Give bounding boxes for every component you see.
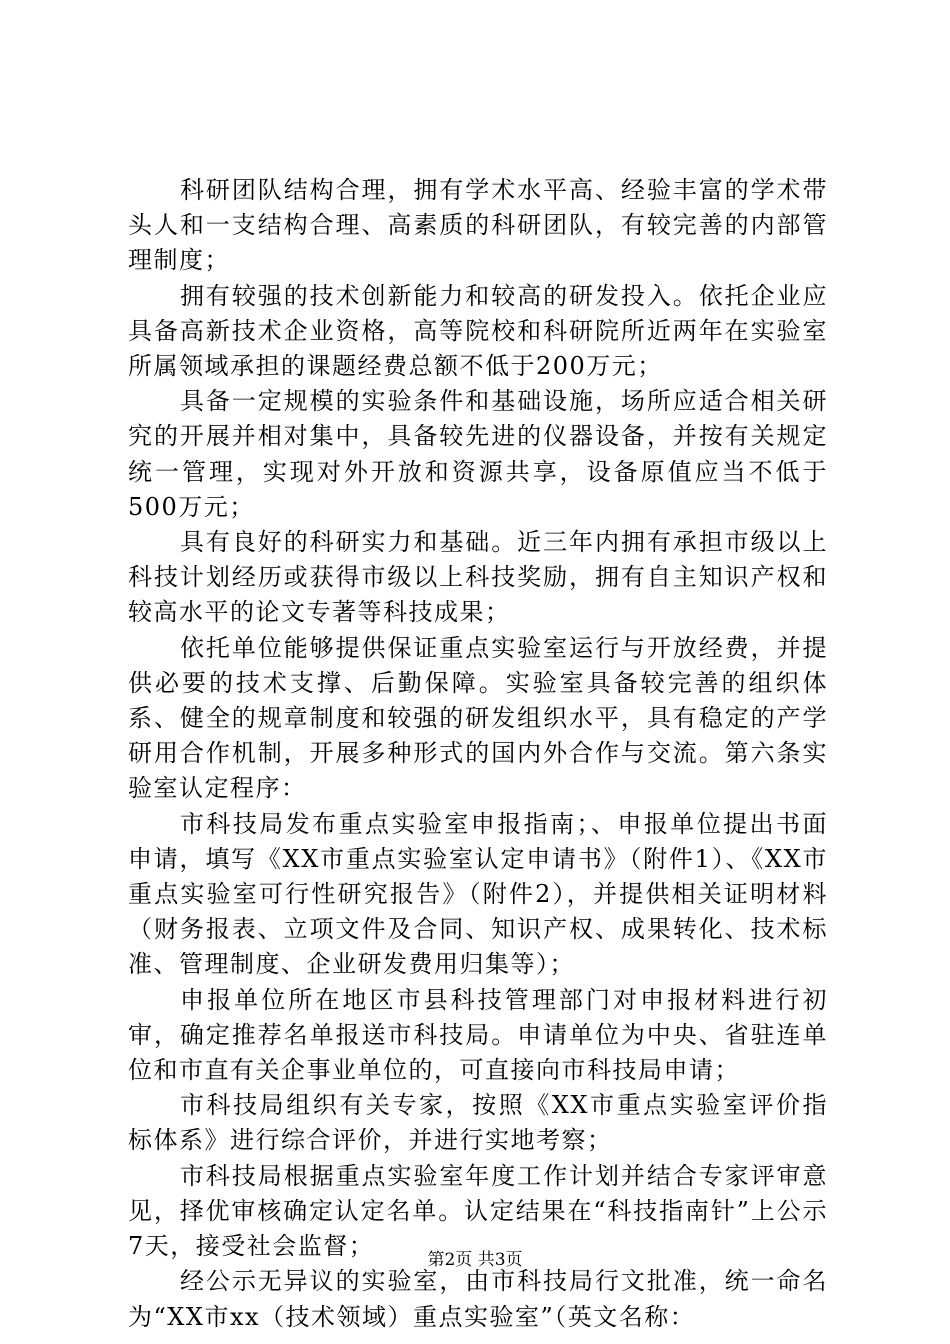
paragraph-1: 科研团队结构合理，拥有学术水平高、经验丰富的学术带头人和一支结构合理、高素质的科研团队，有较完善的内部管理制度； — [128, 176, 828, 275]
paragraph-8: 市科技局组织有关专家，按照《XX市重点实验室评价指标体系》进行综合评价，并进行实地考察； — [128, 1091, 828, 1155]
paragraph-4: 具有良好的科研实力和基础。近三年内拥有承担市级以上科技计划经历或获得市级以上科技奖励，拥有自主知识产权和较高水平的论文专著等科技成果； — [128, 528, 828, 627]
document-body — [128, 173, 828, 1335]
paragraph-6: 市科技局发布重点实验室申报指南；、申报单位提出书面申请，填写《XX市重点实验室认定申请书》（附件1）、《XX市重点实验室可行性研究报告》（附件2），并提供相关证明材料（财务报表、立项文件及合同、知识产权、成果转化、技术标准、管理制度、企业研发费用归集等）； — [128, 809, 828, 979]
page-number-footer: 第2页 共3页 — [427, 1250, 523, 1270]
paragraph-10: 经公示无异议的实验室，由市科技局行文批准，统一命名为“XX市xx（技术领域）重点实验室”（英文名称： — [128, 1267, 828, 1331]
paragraph-9: 市科技局根据重点实验室年度工作计划并结合专家评审意见，择优审核确定认定名单。认定结果在“科技指南针”上公示7天，接受社会监督； — [128, 1161, 828, 1261]
paragraph-7: 申报单位所在地区市县科技管理部门对申报材料进行初审，确定推荐名单报送市科技局。申请单位为中央、省驻连单位和市直有关企事业单位的，可直接向市科技局申请； — [128, 985, 828, 1085]
paragraph-3: 具备一定规模的实验条件和基础设施，场所应适合相关研究的开展并相对集中，具备较先进的仪器设备，并按有关规定统一管理，实现对外开放和资源共享，设备原值应当不低于500万元； — [128, 387, 828, 521]
paragraph-2: 拥有较强的技术创新能力和较高的研发投入。依托企业应具备高新技术企业资格，高等院校和科研院所近两年在实验室所属领域承担的课题经费总额不低于200万元； — [128, 281, 828, 381]
paragraph-5: 依托单位能够提供保证重点实验室运行与开放经费，并提供必要的技术支撑、后勤保障。实验室具备较完善的组织体系、健全的规章制度和较强的研发组织水平，具有稳定的产学研用合作机制，开展多种形式的国内外合作与交流。第六条实验室认定程序： — [128, 633, 828, 803]
